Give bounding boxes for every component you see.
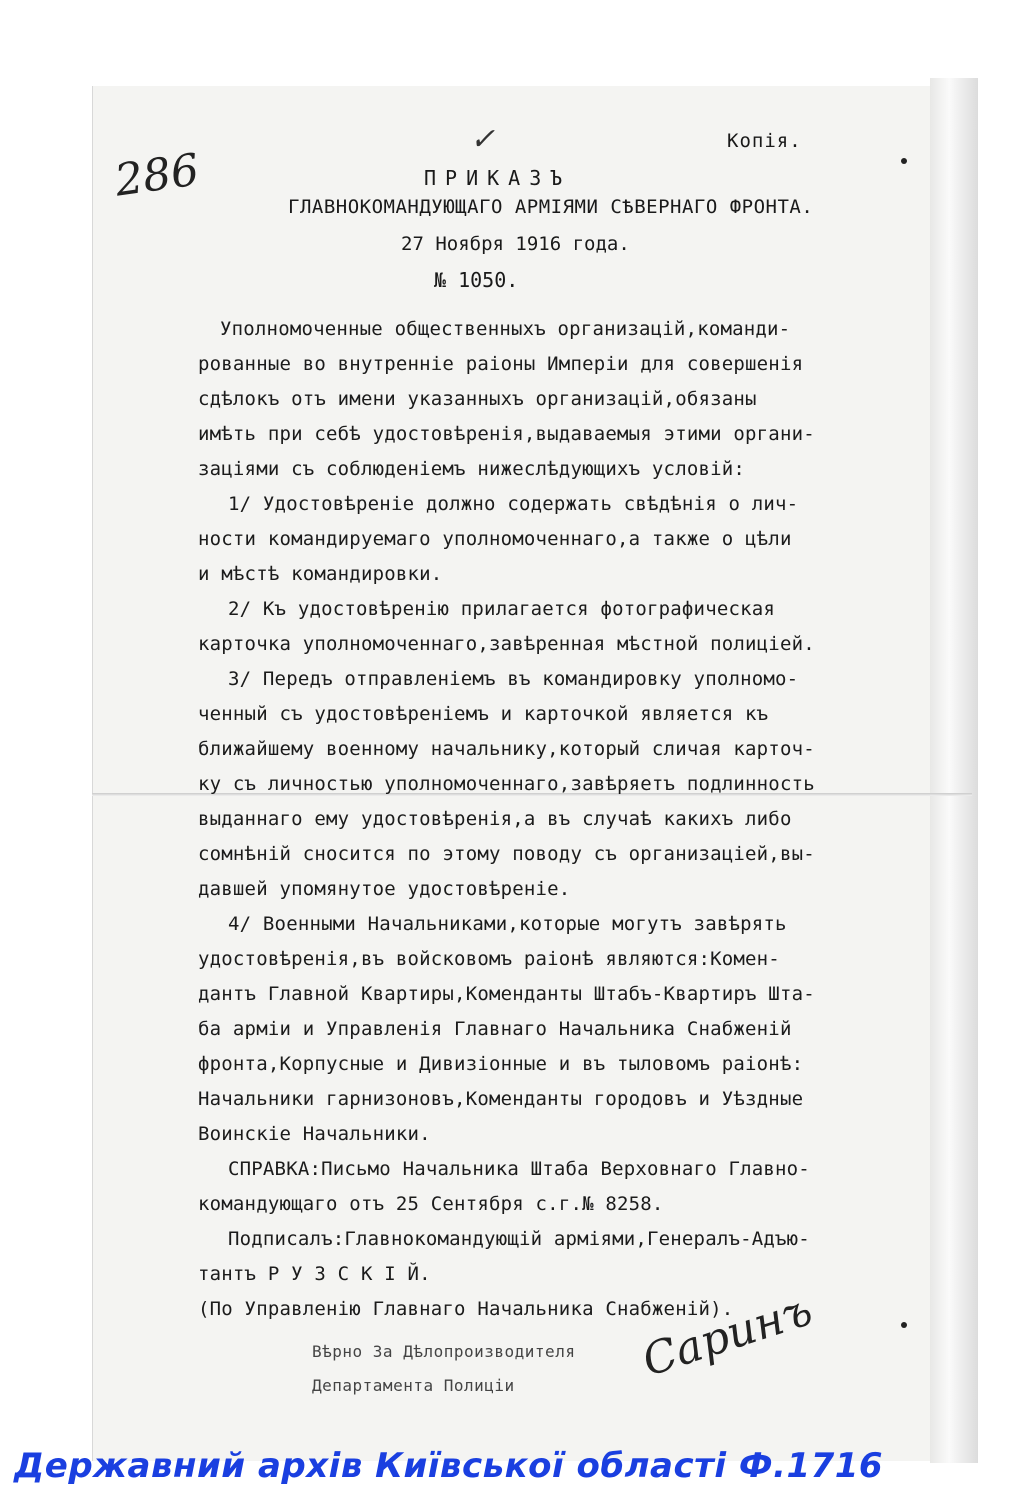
body-line: рованные во внутренніе раіоны Имперіи для совершенія bbox=[198, 353, 804, 375]
order-body bbox=[198, 312, 898, 1327]
handwritten-signature: Саринъ bbox=[636, 1284, 819, 1387]
body-line: сдѣлокъ отъ имени указанныхъ организацій,обязаны bbox=[198, 388, 757, 410]
department-line: (По Управленію Главнаго Начальника Снабженій). bbox=[198, 1298, 734, 1320]
reference-line: СПРАВКА:Письмо Начальника Штаба Верховнаго Главно- bbox=[228, 1158, 810, 1180]
body-line: карточка уполномоченнаго,завѣренная мѣстной полиціей. bbox=[198, 633, 815, 655]
sheet-edge bbox=[930, 78, 978, 1463]
body-line: Воинскіе Начальники. bbox=[198, 1123, 431, 1145]
copy-label: Копія. bbox=[727, 130, 802, 152]
reference-line: командующаго отъ 25 Сентября с.г.№ 8258. bbox=[198, 1193, 664, 1215]
ink-dot bbox=[901, 158, 907, 164]
body-line: дантъ Главной Квартиры,Коменданты Штабъ-Квартиръ Шта- bbox=[198, 983, 815, 1005]
archive-caption: Державний архів Київської області Ф.1716 bbox=[14, 1446, 884, 1486]
body-line: 1/ Удостовѣреніе должно содержать свѣдѣнія о лич- bbox=[228, 493, 799, 515]
body-line: ближайшему военному начальнику,который сличая карточ- bbox=[198, 738, 815, 760]
archive-page-number: 286 bbox=[111, 144, 203, 207]
ink-dot bbox=[901, 1322, 907, 1328]
body-line: ченный съ удостовѣреніемъ и карточкой является къ bbox=[198, 703, 769, 725]
order-date: 27 Ноября 1916 года. bbox=[401, 233, 630, 255]
body-line: имѣть при себѣ удостовѣренія,выдаваемыя этими органи- bbox=[198, 423, 815, 445]
body-line: удостовѣренія,въ войсковомъ раіонѣ являются:Комен- bbox=[198, 948, 780, 970]
body-line: фронта,Корпусные и Дивизіонные и въ тыловомъ раіонѣ: bbox=[198, 1053, 804, 1075]
handwritten-mark: ✓ bbox=[470, 122, 496, 157]
body-line: выданнаго ему удостовѣренія,а въ случаѣ какихъ либо bbox=[198, 808, 792, 830]
body-line: Начальники гарнизоновъ,Коменданты городовъ и Уѣздные bbox=[198, 1088, 804, 1110]
certification-line: Департамента Полиціи bbox=[312, 1376, 515, 1395]
body-line: и мѣстѣ командировки. bbox=[198, 563, 443, 585]
body-line: 4/ Военными Начальниками,которые могутъ завѣрять bbox=[228, 913, 787, 935]
body-line: ба арміи и Управленія Главнаго Начальника Снабженій bbox=[198, 1018, 792, 1040]
body-line: давшей упомянутое удостовѣреніе. bbox=[198, 878, 571, 900]
body-line: Уполномоченные общественныхъ организацій,команди- bbox=[220, 318, 791, 340]
body-line: ку съ личностью уполномоченнаго,завѣряетъ подлинность bbox=[198, 773, 815, 795]
signatory-line: Подписалъ:Главнокомандующій арміями,Генералъ-Адъю- bbox=[228, 1228, 810, 1250]
body-line: 3/ Передъ отправленіемъ въ командировку уполномо- bbox=[228, 668, 799, 690]
body-line: сомнѣній сносится по этому поводу съ организаціей,вы- bbox=[198, 843, 815, 865]
body-line: 2/ Къ удостовѣренію прилагается фотографическая bbox=[228, 598, 776, 620]
order-number: № 1050. bbox=[434, 268, 519, 292]
certification-line: Вѣрно За Дѣлопроизводителя bbox=[312, 1342, 576, 1361]
order-subtitle: ГЛАВНОКОМАНДУЮЩАГО АРМІЯМИ СѢВЕРНАГО ФРОНТА. bbox=[288, 196, 814, 218]
body-line: ности командируемаго уполномоченнаго,а также о цѣли bbox=[198, 528, 792, 550]
order-title: ПРИКАЗЪ bbox=[424, 166, 572, 190]
body-line: заціями съ соблюденіемъ нижеслѣдующихъ условій: bbox=[198, 458, 746, 480]
signatory-line: тантъ Р У З С К І Й. bbox=[198, 1263, 431, 1285]
certification-block bbox=[312, 1335, 575, 1403]
